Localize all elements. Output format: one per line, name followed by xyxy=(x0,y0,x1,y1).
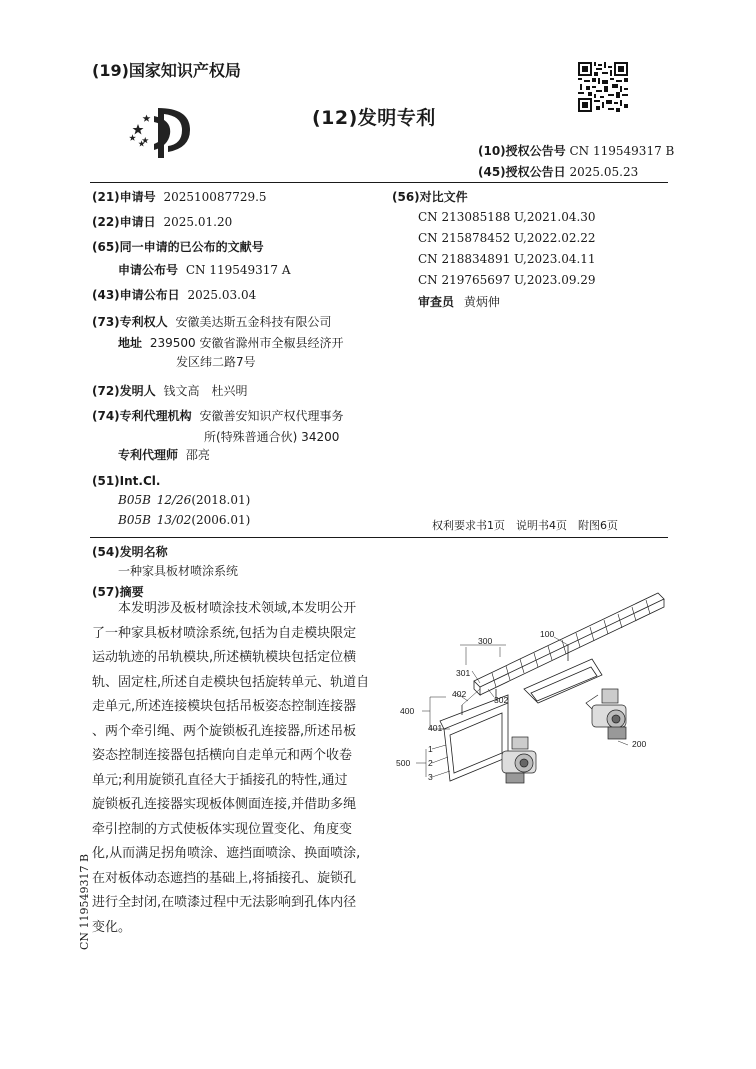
patentee-label: (73)专利权人 xyxy=(92,315,168,329)
abstract-line: 姿态控制连接器包括横向自走单元和两个收卷 xyxy=(92,748,353,763)
reference-item: CN 213085188 U,2021.04.30 xyxy=(418,210,596,224)
inventor-value: 钱文高 杜兴明 xyxy=(163,384,248,398)
abstract-line: 变化。 xyxy=(92,919,132,935)
figure-label: 3 xyxy=(428,772,433,782)
same-app-pub-value: CN 119549317 A xyxy=(185,263,291,277)
app-date-value: 2025.01.20 xyxy=(163,215,233,229)
figure-label: 301 xyxy=(456,668,471,678)
agency-line1: 安徽善安知识产权代理事务 xyxy=(199,409,344,423)
intcl-code: B05B xyxy=(118,493,151,507)
abstract-line: 运动轨迹的吊轨模块,所述横轨模块包括定位横 xyxy=(92,650,357,665)
abstract-line: 本发明涉及板材喷涂技术领域,本发明公开 xyxy=(118,601,357,616)
abstract-line: 牵引控制的方式使板体实现位置变化、角度变 xyxy=(92,821,353,837)
reference-item: CN 215878452 U,2022.02.22 xyxy=(418,231,596,245)
same-app-pub xyxy=(118,261,291,278)
figure-label: 302 xyxy=(494,695,509,705)
grant-pub-number xyxy=(478,142,674,159)
abstract-line: 在对板体动态遮挡的基础上,将插接孔、旋锁孔 xyxy=(92,870,357,886)
inventor-label: (72)发明人 xyxy=(92,384,156,398)
agent-label: 专利代理师 xyxy=(118,448,179,462)
figure-label: 400 xyxy=(400,706,415,716)
intcl-row xyxy=(118,493,250,507)
agent-value: 邵亮 xyxy=(185,448,210,462)
grant-pub-date-label: (45)授权公告日 xyxy=(478,165,566,179)
reference-item: CN 219765697 U,2023.09.29 xyxy=(418,273,596,287)
address-line2: 发区纬二路7号 xyxy=(176,355,256,369)
reference-item: CN 218834891 U,2023.04.11 xyxy=(418,252,596,266)
address-line1: 239500 安徽省滁州市全椒县经济开 xyxy=(149,336,344,350)
intcl-class: 13/02 xyxy=(156,513,192,527)
agency-label: (74)专利代理机构 xyxy=(92,409,192,423)
intcl-class: 12/26 xyxy=(156,493,192,507)
abstract-label: (57)摘要 xyxy=(92,585,144,599)
page-counts: 权利要求书1页 说明书4页 附图6页 xyxy=(432,519,618,532)
abstract-line: 了一种家具板材喷涂系统,包括为自走模块限定 xyxy=(92,625,357,641)
app-number-value: 202510087729.5 xyxy=(163,190,267,204)
grant-pub-number-value: CN 119549317 B xyxy=(569,144,675,158)
grant-pub-date-value: 2025.05.23 xyxy=(569,165,639,179)
side-patent-number: CN 119549317 B xyxy=(78,853,91,950)
app-number xyxy=(92,188,267,205)
examiner xyxy=(418,293,500,310)
agent xyxy=(118,446,210,463)
same-app-pub-label: 申请公布号 xyxy=(118,263,179,277)
examiner-value: 黄炳伸 xyxy=(463,295,500,309)
intcl-date: (2006.01) xyxy=(191,513,251,527)
invention-title-label: (54)发明名称 xyxy=(92,545,168,559)
app-pub-date-value: 2025.03.04 xyxy=(187,288,257,302)
references-label: (56)对比文件 xyxy=(392,190,468,204)
references-list xyxy=(418,207,596,291)
grant-pub-number-label: (10)授权公告号 xyxy=(478,144,566,158)
cnipa-emblem-icon xyxy=(124,102,196,160)
app-date xyxy=(92,213,232,230)
figure-label: 100 xyxy=(540,629,555,639)
address xyxy=(118,334,343,351)
figure-label: 300 xyxy=(478,636,493,646)
abstract-figure xyxy=(396,585,680,805)
same-app-label: (65)同一申请的已公布的文献号 xyxy=(92,240,264,254)
inventor xyxy=(92,382,248,399)
invention-title: 一种家具板材喷涂系统 xyxy=(118,564,239,578)
abstract-body xyxy=(92,597,392,940)
abstract-line: 单元;利用旋锁孔直径大于插接孔的特性,通过 xyxy=(92,772,348,788)
qr-code xyxy=(578,62,628,112)
bib-rule xyxy=(90,537,668,538)
abstract-line: 、两个牵引绳、两个旋锁板孔连接器,所述吊板 xyxy=(92,723,357,739)
figure-label: 500 xyxy=(396,758,411,768)
figure-label: 1 xyxy=(428,744,433,754)
intcl-code: B05B xyxy=(118,513,151,527)
abstract-line: 化,从而满足拐角喷涂、遮挡面喷涂、换面喷涂, xyxy=(92,846,361,861)
patentee xyxy=(92,313,332,330)
intcl-row xyxy=(118,513,250,527)
office-name: (19)国家知识产权局 xyxy=(92,61,241,80)
address-label: 地址 xyxy=(118,336,143,350)
app-pub-date-label: (43)申请公布日 xyxy=(92,288,180,302)
abstract-line: 走单元,所述连接模块包括吊板姿态控制连接器 xyxy=(92,699,357,714)
intcl-date: (2018.01) xyxy=(191,493,251,507)
document-type: (12)发明专利 xyxy=(312,107,436,129)
app-date-label: (22)申请日 xyxy=(92,215,156,229)
app-number-label: (21)申请号 xyxy=(92,190,156,204)
agency xyxy=(92,407,344,424)
header-rule xyxy=(90,182,668,183)
abstract-line: 轨、固定柱,所述自走模块包括旋转单元、轨道自 xyxy=(92,674,370,690)
figure-label: 200 xyxy=(632,739,647,749)
agency-line2: 所(特殊普通合伙) 34200 xyxy=(204,430,340,444)
patentee-value: 安徽美达斯五金科技有限公司 xyxy=(175,315,332,329)
examiner-label: 审查员 xyxy=(418,295,455,309)
figure-label: 401 xyxy=(428,723,443,733)
app-pub-date xyxy=(92,286,256,303)
figure-label: 2 xyxy=(428,758,433,768)
grant-pub-date xyxy=(478,163,638,180)
figure-label: 402 xyxy=(452,689,467,699)
intcl-label: (51)Int.Cl. xyxy=(92,474,161,488)
abstract-line: 旋锁板孔连接器实现板体侧面连接,并借助多绳 xyxy=(92,797,357,812)
abstract-line: 进行全封闭,在喷漆过程中无法影响到孔体内径 xyxy=(92,895,357,910)
